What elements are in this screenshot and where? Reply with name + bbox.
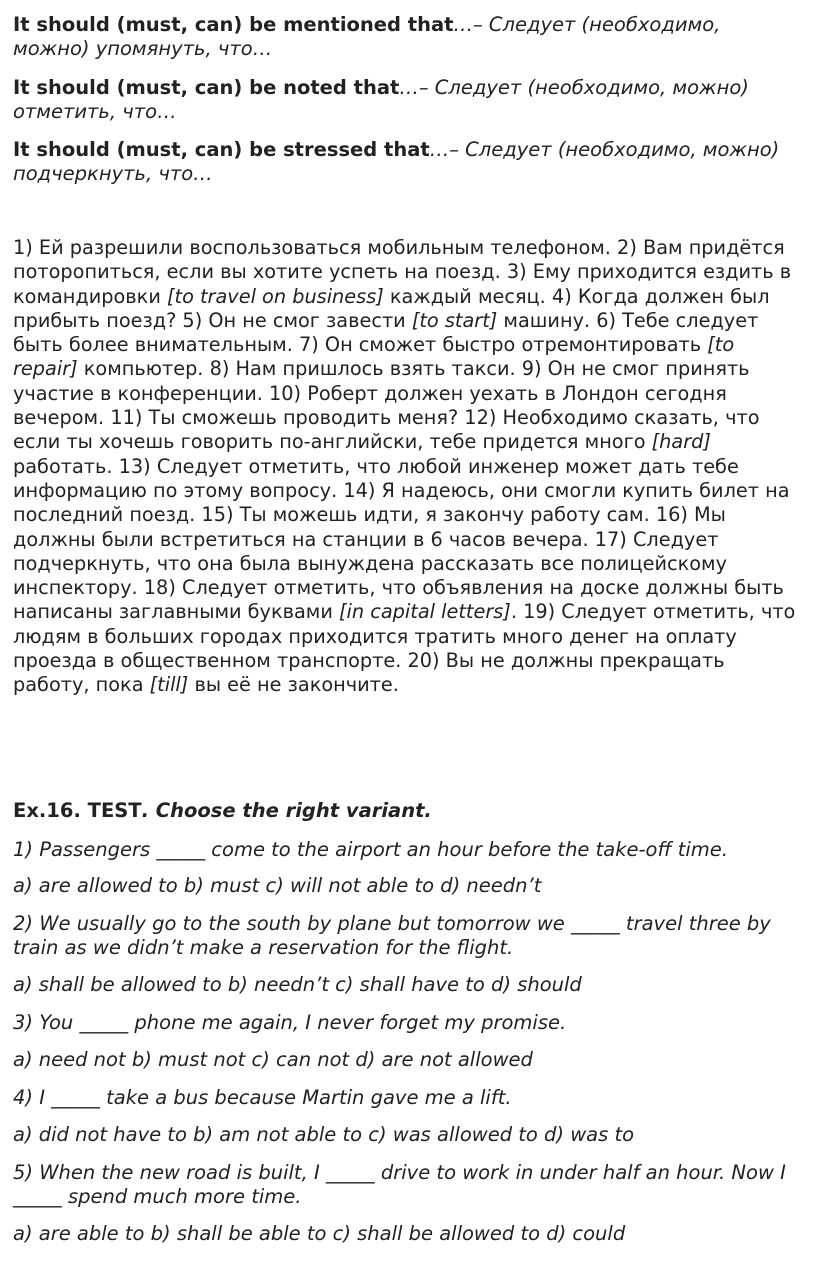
test-question-5: 5) When the new road is built, I _____ drive to work in under half an hour. Now I _____ spend much more time. <box>13 1161 786 1208</box>
sentences-part-6: . 19) Следует отметить, что людям в больших городах приходится тратить много денег на оплату проезда в общественном транспорте. 20) Вы не должны прекращать работу, пока <box>13 600 796 697</box>
sentences-part-1: 1) Ей разрешили воспользоваться мобильным телефоном. 2) Вам придётся поторопиться, если вы хотите успеть на поезд. 3) Ему приходится ездить в командировки <box>13 236 792 308</box>
test-title <box>13 799 802 823</box>
phrase-1-english: It should (must, can) be mentioned that <box>13 13 454 36</box>
test-options-3: a) need not b) must not c) can not d) are not allowed <box>13 1048 533 1071</box>
phrase-1-ellipsis: … <box>453 13 473 36</box>
test-options-5: a) are able to b) shall be able to c) shall be allowed to d) could <box>13 1222 626 1245</box>
sentences-part-3: машину. 6) Тебе следует быть более внимательным. 7) Он сможет быстро отремонтировать <box>13 308 759 357</box>
test-question-1: 1) Passengers _____ come to the airport an hour before the take-off time. <box>13 838 728 861</box>
hint-to-repair: [to repair] <box>13 333 735 381</box>
test-question-2: 2) We usually go to the south by plane but tomorrow we _____ travel three by train as we didn’t make a reservation for the flight. <box>13 912 771 959</box>
test-question-4: 4) I _____ take a bus because Martin gave me a lift. <box>13 1086 512 1109</box>
test-title-prefix: Ex.16. TEST <box>13 799 142 822</box>
phrase-3-english: It should (must, can) be stressed that <box>13 138 430 161</box>
test-options-2: a) shall be allowed to b) needn’t c) shall have to d) should <box>13 973 582 996</box>
test-title-rest: . Choose the right variant. <box>141 799 432 822</box>
sentences-part-4: компьютер. 8) Нам пришлось взять такси. 9) Он не смог принять участие в конференции. 10) Роберт должен уехать в Лондон сегодня вечером. 11) Ты сможешь проводить меня? 12) Необходимо сказать, что если ты хочешь говорить по-английски, тебе придется много <box>13 357 760 454</box>
test-options-4: a) did not have to b) am not able to c) was allowed to d) was to <box>13 1123 635 1146</box>
hint-to-start: [to start] <box>411 308 498 332</box>
phrase-2 <box>13 76 802 124</box>
hint-in-capital-letters: [in capital letters] <box>339 600 511 624</box>
translation-sentences <box>13 236 802 698</box>
sentences-part-2: каждый месяц. 4) Когда должен был прибыть поезд? 5) Он не смог завести <box>13 284 770 332</box>
phrase-3-ellipsis: … <box>429 138 450 161</box>
sentences-part-7: вы её не закончите. <box>188 673 399 697</box>
phrase-3-russian: – Следует (необходимо, можно) подчеркнуть, что… <box>13 138 780 185</box>
phrase-2-english: It should (must, can) be noted that <box>13 76 400 99</box>
phrase-2-russian: – Следует (необходимо, можно) отметить, что… <box>13 76 749 123</box>
phrase-3 <box>13 138 802 186</box>
hint-travel-on-business: [to travel on business] <box>166 284 384 308</box>
test-options-1: a) are allowed to b) must c) will not able to d) needn’t <box>13 874 542 897</box>
phrase-1-russian: – Следует (необходимо, можно) упомянуть, что… <box>13 13 721 60</box>
phrase-2-ellipsis: … <box>399 76 419 99</box>
phrase-1 <box>13 13 802 61</box>
hint-till: [till] <box>149 673 189 697</box>
hint-hard: [hard] <box>651 430 711 454</box>
sentences-part-5: работать. 13) Следует отметить, что любой инженер может дать тебе информацию по этому вопросу. 14) Я надеюсь, они смогли купить билет на последний поезд. 15) Ты можешь идти, я закончу работу сам. 16) Мы должны были встретиться на станции в 6 часов вечера. 17) Следует подчеркнуть, что она была вынуждена рассказать все полицейскому инспектору. 18) Следует отметить, что объявления на доске должны быть написаны заглавными буквами <box>13 454 790 624</box>
test-question-3: 3) You _____ phone me again, I never forget my promise. <box>13 1011 567 1034</box>
